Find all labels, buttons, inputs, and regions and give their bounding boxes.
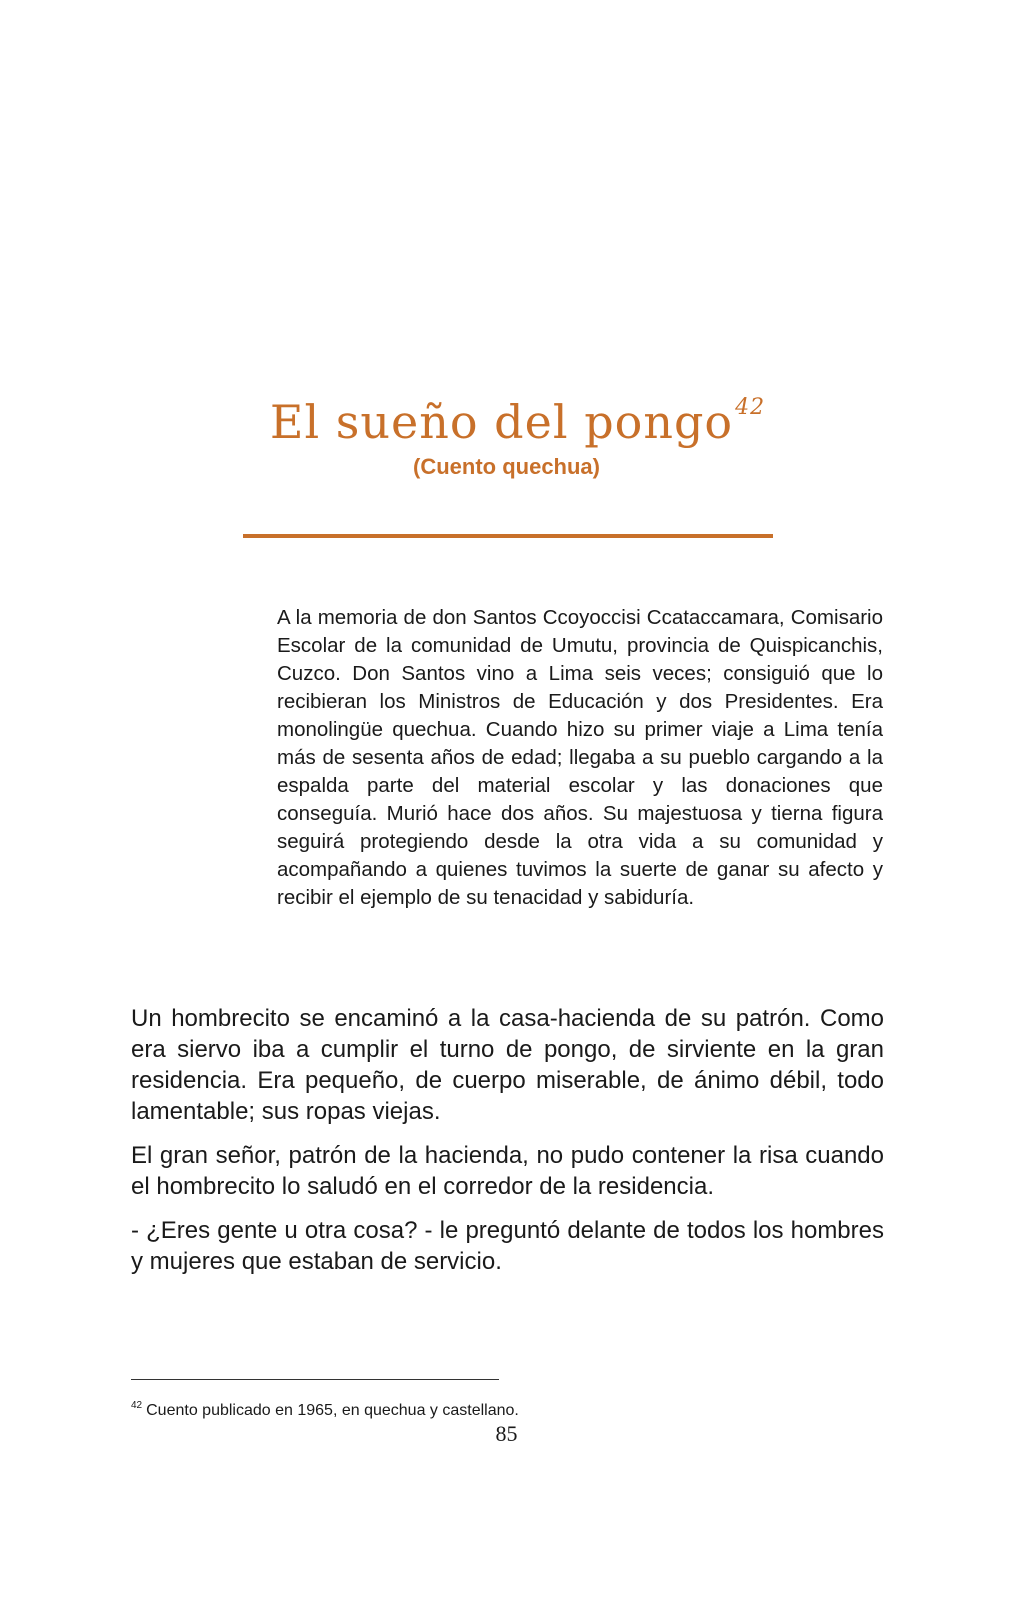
- body-paragraph: El gran señor, patrón de la hacienda, no pudo contener la risa cuando el hombrecito lo saludó en el corredor de la residencia.: [131, 1142, 884, 1200]
- dedication-paragraph: A la memoria de don Santos Ccoyoccisi Ccataccamara, Comisario Escolar de la comunidad de Umutu, provincia de Quispicanchis, Cuzco. Don Santos vino a Lima seis veces; consiguió que lo recibieran los Ministros de Educación y dos Presidentes. Era monolingüe quechua. Cuando hizo su primer viaje a Lima tenía más de sesenta años de edad; llegaba a su pueblo cargando a la espalda parte del material escolar y las donaciones que conseguía. Murió hace dos años. Su majestuosa y tierna figura seguirá protegiendo desde la otra vida a su comunidad y acompañando a quienes tuvimos la suerte de ganar su afecto y recibir el ejemplo de su tenacidad y sabiduría.: [277, 606, 883, 909]
- body-paragraph: Un hombrecito se encaminó a la casa-hacienda de su patrón. Como era siervo iba a cumplir el turno de pongo, de sirviente en la gran residencia. Era pequeño, de cuerpo miserable, de ánimo débil, todo lamentable; sus ropas viejas.: [131, 1005, 884, 1125]
- chapter-title: [0, 378, 1035, 452]
- footnote-marker: 42: [131, 1400, 143, 1411]
- story-body: [131, 1003, 884, 1290]
- footnote-divider: [131, 1379, 499, 1380]
- chapter-title-text: El sueño del pongo: [269, 395, 734, 449]
- body-paragraph: - ¿Eres gente u otra cosa? - le preguntó delante de todos los hombres y mujeres que estaban de servicio.: [131, 1217, 884, 1275]
- title-footnote-marker: 42: [735, 395, 766, 420]
- title-divider: [243, 534, 773, 538]
- chapter-subtitle: (Cuento quechua): [413, 454, 600, 479]
- page-number: 85: [495, 1421, 518, 1446]
- footnote: [131, 1395, 519, 1422]
- footnote-text: Cuento publicado en 1965, en quechua y castellano.: [146, 1402, 519, 1419]
